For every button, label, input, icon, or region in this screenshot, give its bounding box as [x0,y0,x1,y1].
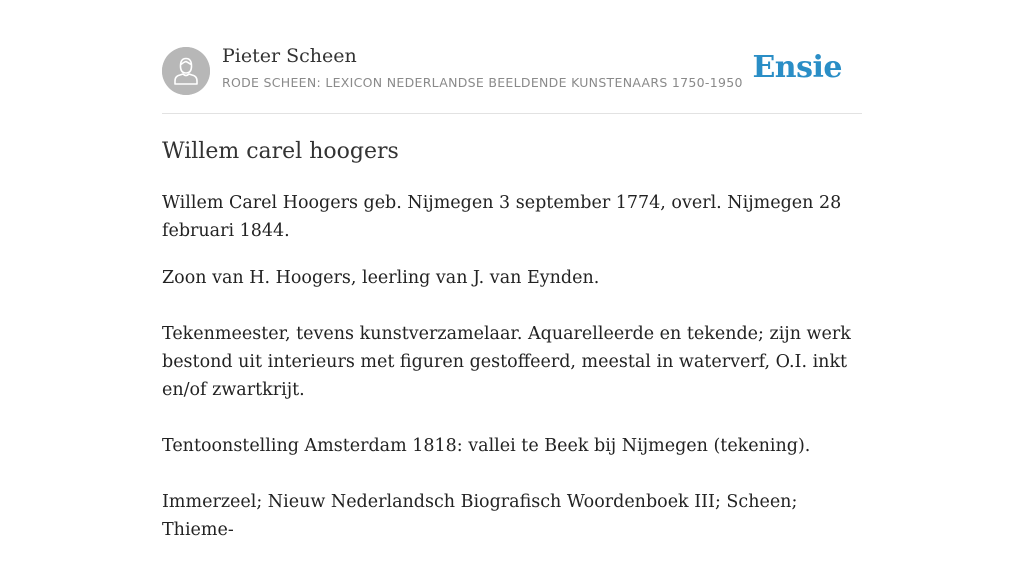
article-paragraph: Tekenmeester, tevens kunstverzamelaar. Aquarelleerde en tekende; zijn werk bestond uit interieurs met figuren gestoffeerd, meestal in waterverf, O.I. inkt en/of zwartkrijt. [162,324,851,400]
author-name[interactable]: Pieter Scheen [222,45,357,67]
article-paragraph: Immerzeel; Nieuw Nederlandsch Biografisch Woordenboek III; Scheen; Thieme- [162,492,798,540]
article-paragraph: Zoon van H. Hoogers, leerling van J. van Eynden. [162,268,600,288]
page [162,0,862,540]
article-body [162,189,862,544]
ensie-logo[interactable]: Ensie [752,50,842,85]
article [162,137,862,572]
user-avatar-icon [162,47,210,95]
article-paragraph: Willem Carel Hoogers geb. Nijmegen 3 september 1774, overl. Nijmegen 28 februari 1844. [162,193,842,241]
author-subtitle[interactable]: RODE SCHEEN: LEXICON NEDERLANDSE BEELDENDE KUNSTENAARS 1750-1950 [222,75,743,90]
article-header [162,0,862,114]
article-paragraph: Tentoonstelling Amsterdam 1818: vallei te Beek bij Nijmegen (tekening). [162,436,811,456]
article-title: Willem carel hoogers [162,139,399,164]
avatar[interactable] [162,47,210,95]
